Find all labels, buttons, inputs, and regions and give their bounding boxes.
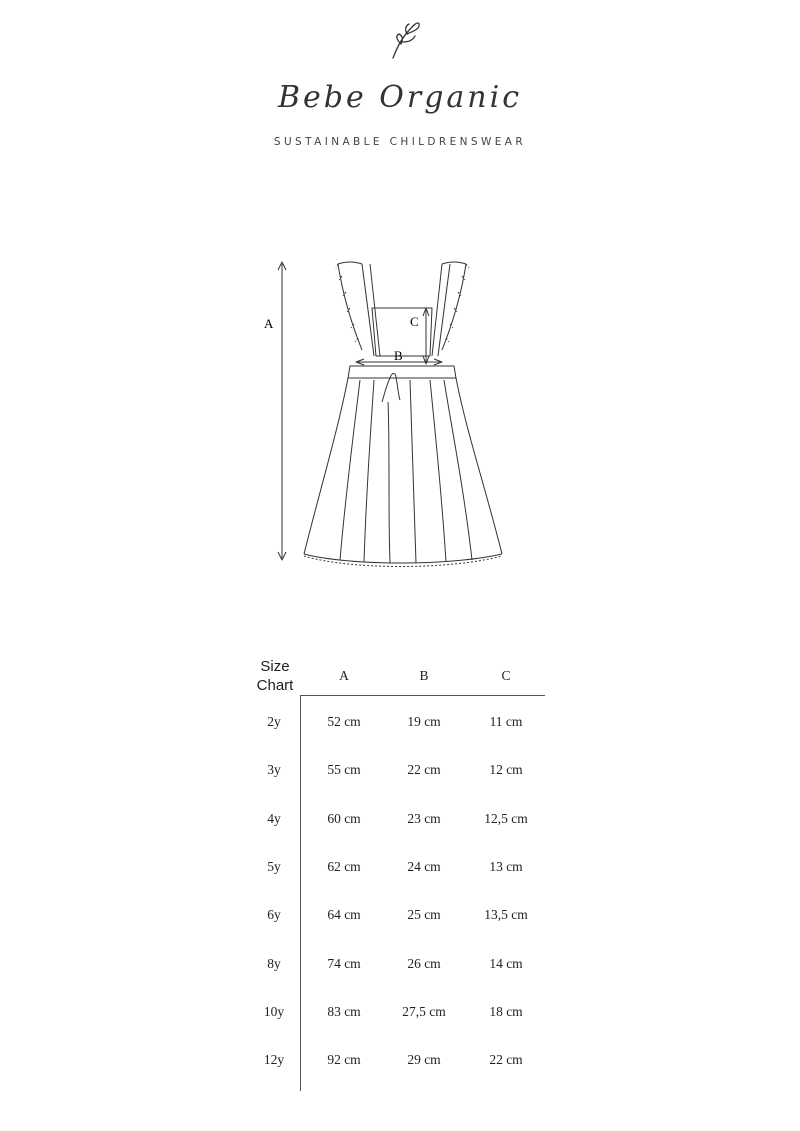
table-cell: 29 cm — [407, 1052, 441, 1067]
column-header-a: A — [339, 668, 349, 683]
table-header-divider — [300, 695, 545, 696]
table-cell: 55 cm — [327, 762, 361, 777]
table-cell: 92 cm — [327, 1052, 361, 1067]
size-chart-title-line2: Chart — [256, 677, 294, 694]
table-cell: 23 cm — [407, 811, 441, 826]
size-label: 8y — [267, 956, 281, 971]
column-header-b: B — [419, 668, 429, 683]
table-cell: 64 cm — [327, 907, 361, 922]
measure-a-label: A — [264, 316, 274, 331]
table-cell: 62 cm — [327, 859, 361, 874]
table-cell: 83 cm — [327, 1004, 361, 1019]
table-cell: 74 cm — [327, 956, 361, 971]
column-header-c: C — [501, 668, 511, 683]
table-cell: 60 cm — [327, 811, 361, 826]
table-cell: 12 cm — [489, 762, 523, 777]
measure-c-label: C — [410, 314, 419, 329]
brand-name: Bebe Organic — [277, 80, 523, 115]
table-row-divider — [300, 695, 301, 1091]
table-cell: 12,5 cm — [484, 811, 528, 826]
size-label: 5y — [267, 859, 281, 874]
table-cell: 13,5 cm — [484, 907, 528, 922]
measure-b-label: B — [394, 348, 403, 363]
table-cell: 18 cm — [489, 1004, 523, 1019]
table-cell: 11 cm — [489, 714, 523, 729]
dress-drawing — [250, 250, 530, 580]
size-label: 4y — [267, 811, 281, 826]
table-cell: 19 cm — [407, 714, 441, 729]
table-cell: 26 cm — [407, 956, 441, 971]
size-label: 10y — [263, 1004, 285, 1019]
table-cell: 14 cm — [489, 956, 523, 971]
table-cell: 24 cm — [407, 859, 441, 874]
leaf-logo-icon — [383, 18, 423, 62]
brand-tagline: SUSTAINABLE CHILDRENSWEAR — [273, 136, 527, 148]
table-cell: 22 cm — [489, 1052, 523, 1067]
table-cell: 13 cm — [489, 859, 523, 874]
table-cell: 22 cm — [407, 762, 441, 777]
size-label: 6y — [267, 907, 281, 922]
table-cell: 27,5 cm — [402, 1004, 446, 1019]
size-label: 12y — [263, 1052, 285, 1067]
size-chart-title-line1: Size — [260, 658, 290, 675]
size-label: 2y — [267, 714, 281, 729]
size-label: 3y — [267, 762, 281, 777]
table-cell: 52 cm — [327, 714, 361, 729]
table-cell: 25 cm — [407, 907, 441, 922]
size-chart-title — [248, 657, 302, 695]
